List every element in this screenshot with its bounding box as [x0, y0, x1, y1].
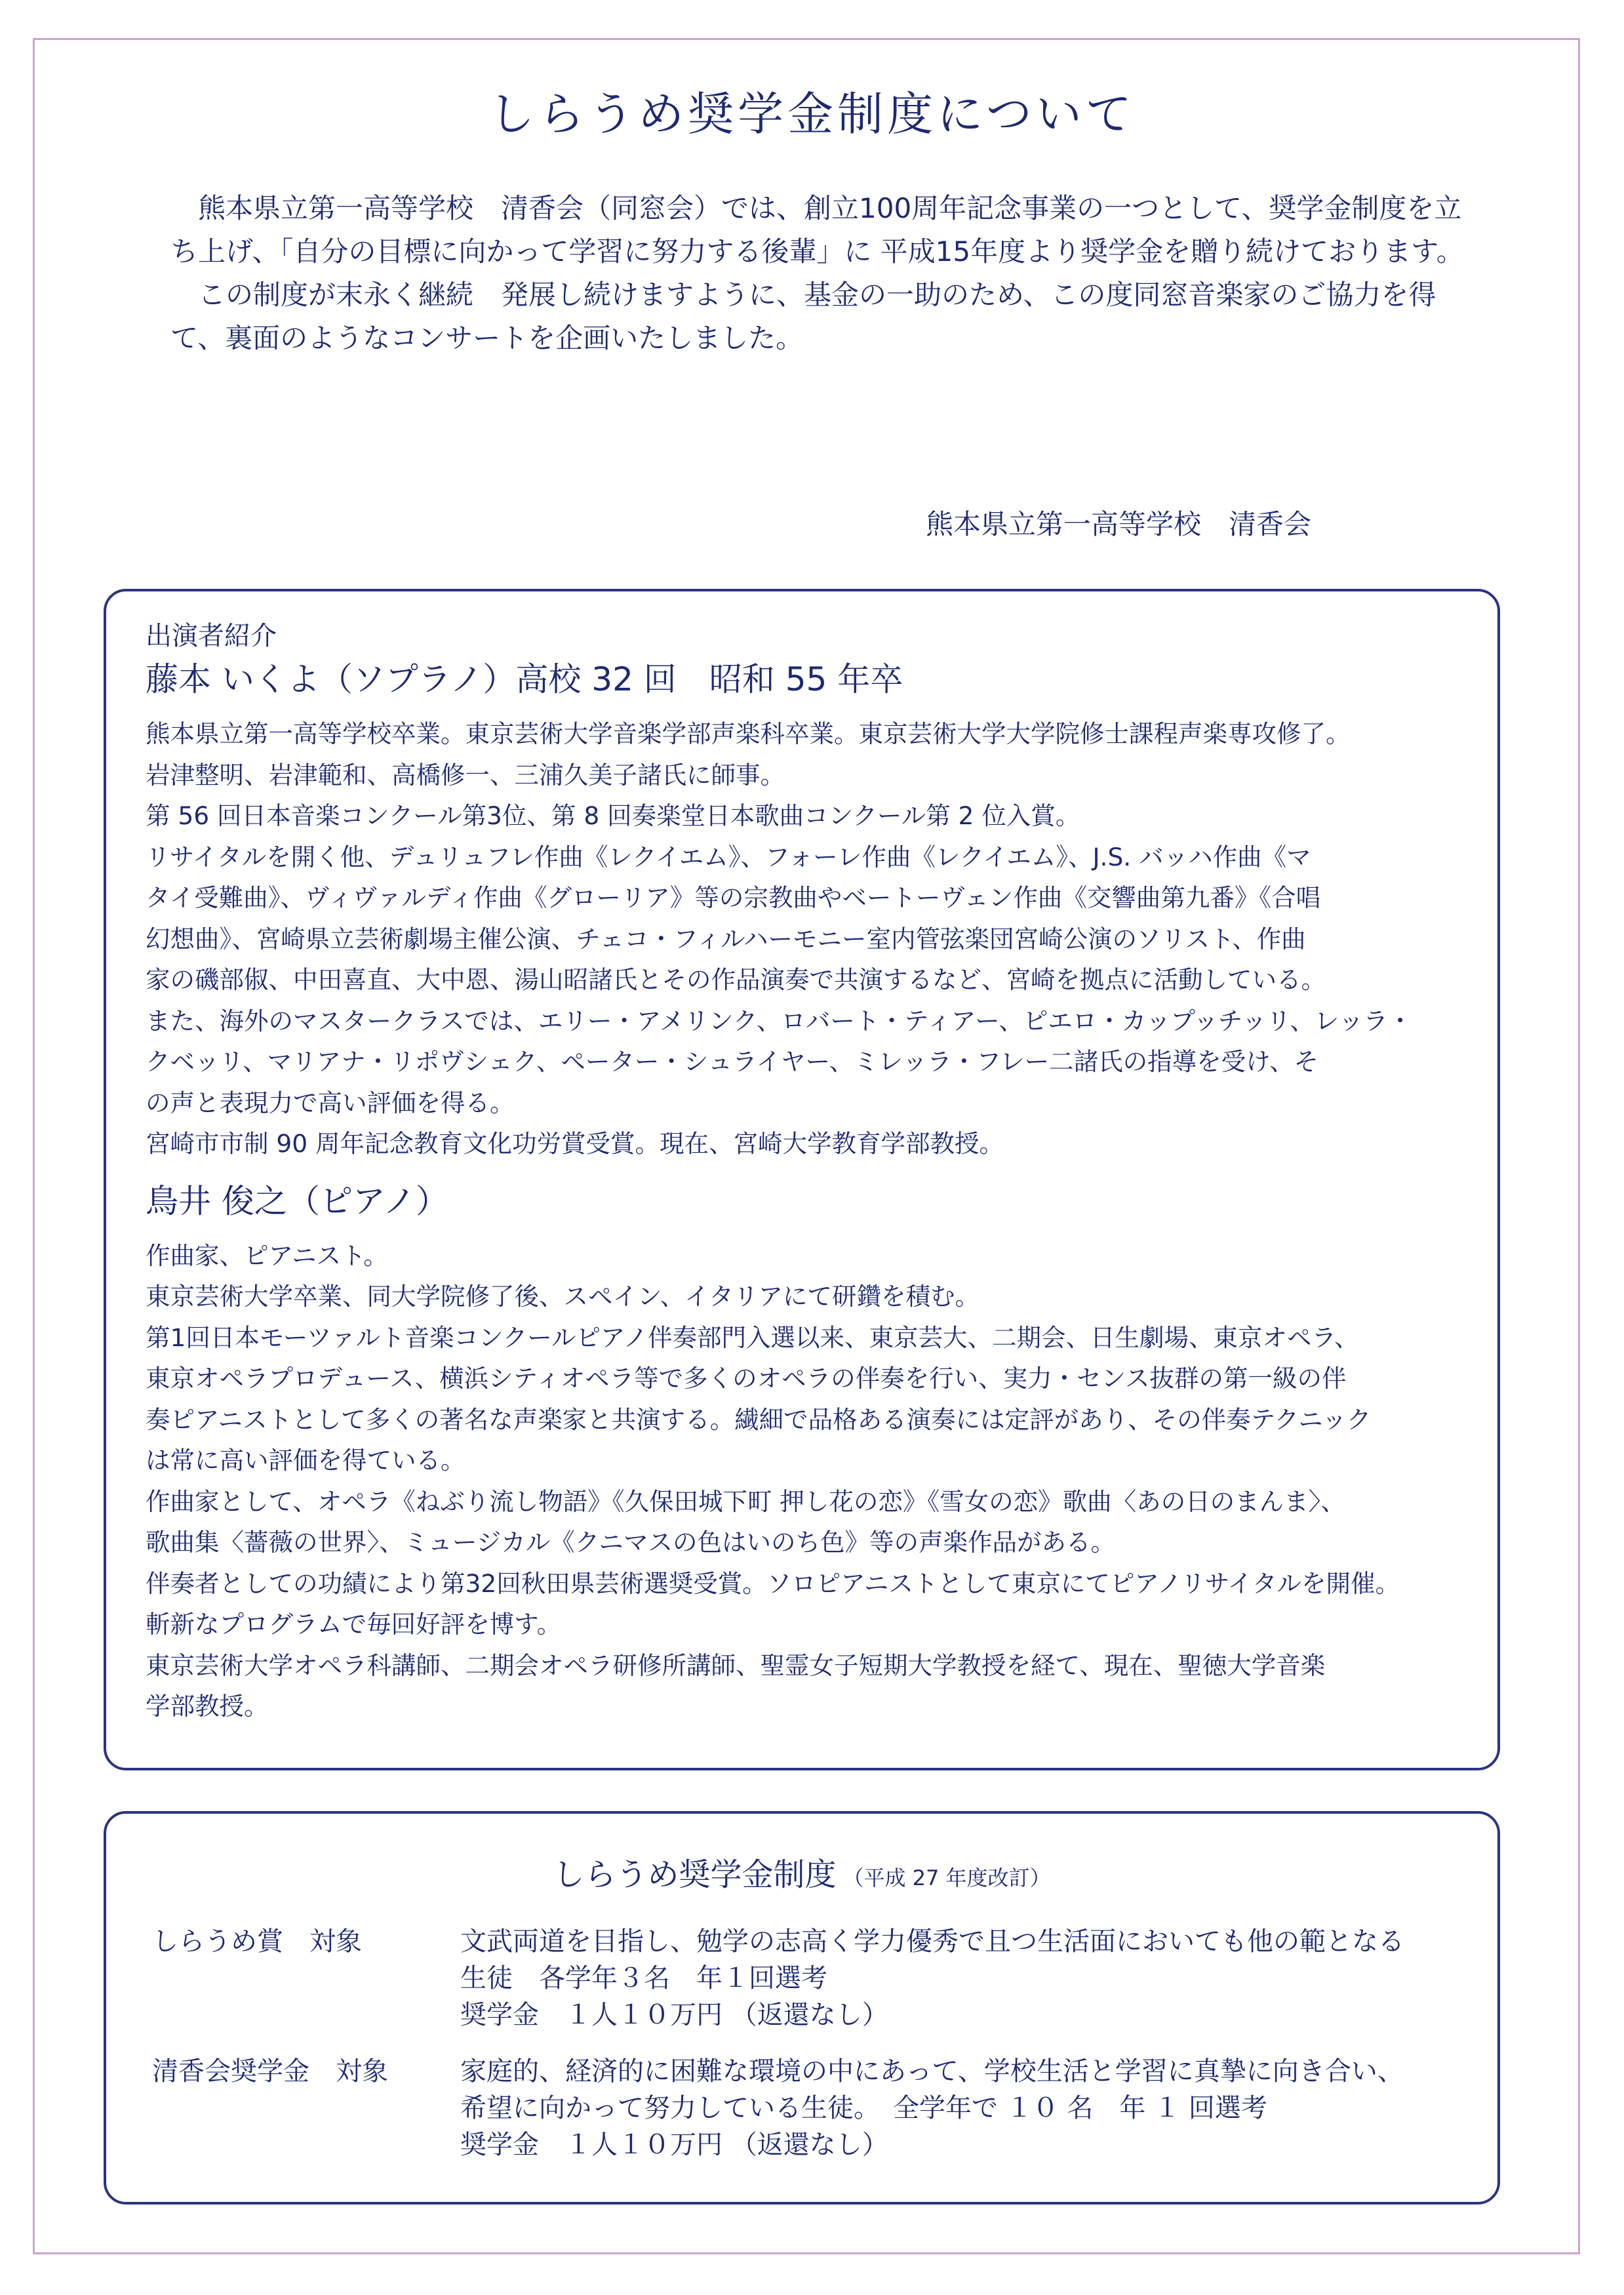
award-line: 希望に向かって努力している生徒。 全学年で １０ 名 年 １ 回選考 [460, 2093, 1267, 2123]
performers-box [104, 589, 1500, 1770]
award-line: 奨学金 １人１０万円 （返還なし） [460, 2000, 888, 2030]
bio-line: は常に高い評価を得ている。 [146, 1446, 465, 1475]
award-line: 文武両道を目指し、勉学の志高く学力優秀で且つ生活面においても他の範となる [460, 1926, 1404, 1957]
scholarship-title [146, 1852, 1458, 1901]
award-seikokai [146, 2053, 1458, 2163]
section-label: 出演者紹介 [146, 621, 277, 651]
intro-section [170, 187, 1469, 360]
bio-line: 斬新なプログラムで毎回好評を博す。 [146, 1610, 562, 1639]
award-line: 生徒 各学年３名 年１回選考 [460, 1963, 827, 1993]
bio-line: 東京芸術大学オペラ科講師、二期会オペラ研修所講師、聖霊女子短期大学教授を経て、現在、聖徳大学音楽 [146, 1650, 1326, 1680]
award-line: 家庭的、経済的に困難な環境の中にあって、学校生活と学習に真摯に向き合い、 [460, 2056, 1404, 2086]
bio-line: 歌曲集〈薔薇の世界〉、ミュージカル《クニマスの色はいのち色》等の声楽作品がある。 [146, 1528, 1115, 1557]
award-label: しらうめ賞 対象 [152, 1926, 362, 1957]
bio-line: 作曲家、ピアニスト。 [146, 1241, 388, 1270]
scholarship-box [104, 1811, 1500, 2205]
award-description [460, 2053, 1458, 2163]
signature: 熊本県立第一高等学校 清香会 [925, 508, 1311, 540]
bio-line: 第1回日本モーツァルト音楽コンクールピアノ伴奏部門入選以来、東京芸大、二期会、日生劇場、東京オペラ、 [146, 1323, 1359, 1352]
scholarship-revision-note: （平成 27 年度改訂） [842, 1866, 1051, 1890]
intro-paragraph: この制度が末永く継続 発展し続けますように、基金の一助のため、この度同窓音楽家のご協力を得て、裏面のようなコンサートを企画いたしました。 [170, 279, 1436, 354]
bio-line: また、海外のマスタークラスでは、エリー・アメリンク、ロバート・ティアー、ピエロ・カップッチッリ、レッラ・ [146, 1006, 1413, 1035]
award-label: 清香会奨学金 対象 [152, 2056, 388, 2086]
bio-line: 熊本県立第一高等学校卒業。東京芸術大学音楽学部声楽科卒業。東京芸術大学大学院修士課程声楽専攻修了。 [146, 719, 1351, 748]
bio-line: 作曲家として、オペラ《ねぶり流し物語》《久保田城下町 押し花の恋》《雪女の恋》歌曲〈あの日のまんま〉、 [146, 1487, 1345, 1516]
bio-line: 学部教授。 [146, 1692, 269, 1721]
bio-line: 岩津整明、岩津範和、高橋修一、三浦久美子諸氏に師事。 [146, 760, 785, 789]
performer-name: 鳥井 俊之（ピアノ） [146, 1182, 448, 1220]
bio-line: リサイタルを開く他、デュリュフレ作曲《レクイエム》、フォーレ作曲《レクイエム》、J.S. バッハ作曲《マ [146, 842, 1311, 871]
bio-line: 幻想曲》、宮崎県立芸術劇場主催公演、チェコ・フィルハーモニー室内管弦楽団宮崎公演のソリスト、作曲 [146, 924, 1306, 953]
bio-line: の声と表現力で高い評価を得る。 [146, 1088, 515, 1117]
bio-line: 家の磯部俶、中田喜直、大中恩、湯山昭諸氏とその作品演奏で共演するなど、宮崎を拠点に活動している。 [146, 965, 1326, 994]
award-description [460, 1923, 1458, 2033]
performer-bio [146, 1235, 1458, 1727]
bio-line: 奏ピアニストとして多くの著名な声楽家と共演する。繊細で品格ある演奏には定評があり、その伴奏テクニック [146, 1405, 1372, 1434]
bio-line: 東京オペラプロデュース、横浜シティオペラ等で多くのオペラの伴奏を行い、実力・センス抜群の第一級の伴 [146, 1364, 1347, 1393]
bio-line: 宮崎市市制 90 周年記念教育文化功労賞受賞。現在、宮崎大学教育学部教授。 [146, 1129, 1004, 1158]
award-line: 奨学金 １人１０万円 （返還なし） [460, 2130, 888, 2160]
scholarship-title-text: しらうめ奨学金制度 [553, 1856, 837, 1893]
bio-line: 第 56 回日本音楽コンクール第3位、第 8 回奏楽堂日本歌曲コンクール第 2 位入賞。 [146, 801, 1080, 830]
page-title: しらうめ奨学金制度について [488, 87, 1136, 141]
performer-name: 藤本 いくよ（ソプラノ）高校 32 回 昭和 55 年卒 [146, 660, 903, 698]
award-shiraume [146, 1923, 1458, 2033]
bio-line: クベッリ、マリアナ・リポヴシェク、ペーター・シュライヤー、ミレッラ・フレー二諸氏の指導を受け、そ [146, 1047, 1319, 1076]
performer-bio [146, 713, 1458, 1165]
bio-line: 東京芸術大学卒業、同大学院修了後、スペイン、イタリアにて研鑽を積む。 [146, 1282, 980, 1311]
intro-paragraph: 熊本県立第一高等学校 清香会（同窓会）では、創立100周年記念事業の一つとして、奨学金制度を立ち上げ、「自分の目標に向かって学習に努力する後輩」に 平成15年度より奨学金を贈り続けております。 [170, 192, 1464, 268]
bio-line: タイ受難曲》、ヴィヴァルディ作曲《グローリア》等の宗教曲やベートーヴェン作曲《交響曲第九番》《合唱 [146, 883, 1321, 912]
bio-line: 伴奏者としての功績により第32回秋田県芸術選奨受賞。ソロピアニストとして東京にてピアノリサイタルを開催。 [146, 1568, 1400, 1598]
